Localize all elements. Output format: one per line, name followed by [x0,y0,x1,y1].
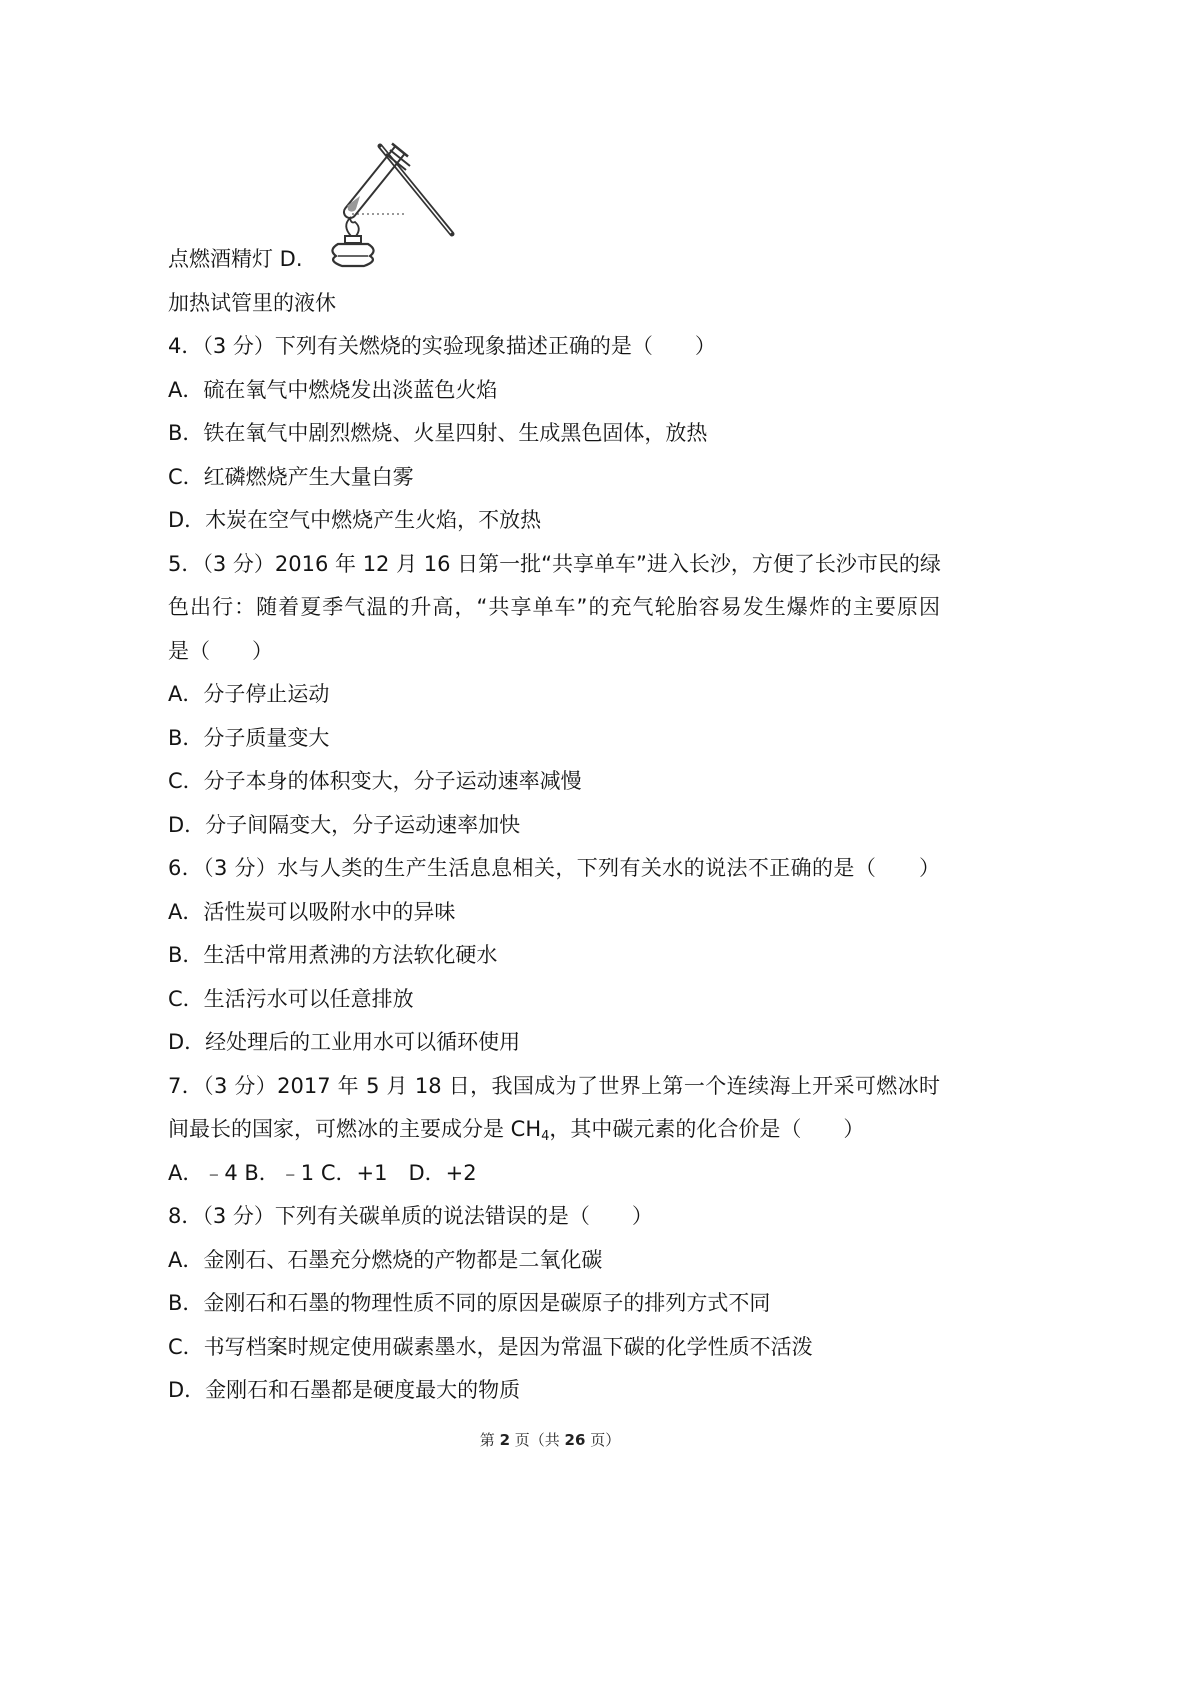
question-8-option-c: C．书写档案时规定使用碳素墨水，是因为常温下碳的化学性质不活泼 [168,1334,813,1359]
question-4-option-a: A．硫在氧气中燃烧发出淡蓝色火焰 [168,377,498,402]
question-7-stem-line-2 [168,1108,968,1152]
question-5-stem-line-3: 是（ ） [168,638,273,663]
figure-label-before: 点燃酒精灯 D. [168,247,303,271]
question-4-option-b: B．铁在氧气中剧烈燃烧、火星四射、生成黑色固体，放热 [168,421,708,445]
formula-subscript: 4 [541,1129,550,1144]
question-7-stem-line-1: 7．（3 分）2017 年 5 月 18 日，我国成为了世界上第一个连续海上开采可燃冰时 [168,1073,940,1098]
question-6-option-b: B．生活中常用煮沸的方法软化硬水 [168,943,498,967]
footer-suffix: 页） [585,1431,621,1449]
footer-page-number: 2 [499,1431,510,1449]
figure-label-after: 加热试管里的液休 [168,290,336,315]
question-6-option-a: A．活性炭可以吸附水中的异味 [168,899,456,924]
footer-prefix: 第 [479,1431,500,1449]
footer-middle: 页（共 [510,1431,565,1449]
question-7-options: A．﹣4 B．﹣1 C．+1 D．+2 [168,1160,477,1185]
question-8-option-d: D．金刚石和石墨都是硬度最大的物质 [168,1378,521,1402]
question-5-option-c: C．分子本身的体积变大，分子运动速率减慢 [168,769,582,793]
question-4-option-c: C．红磷燃烧产生大量白雾 [168,464,414,489]
page-footer [400,1429,700,1450]
question-5-option-a: A．分子停止运动 [168,682,330,706]
question-6-option-d: D．经处理后的工业用水可以循环使用 [168,1030,521,1054]
question-5-stem-line-1: 5．（3 分）2016 年 12 月 16 日第一批“共享单车”进入长沙，方便了长沙市民的绿 [168,551,941,576]
question-4-option-d: D．木炭在空气中燃烧产生火焰，不放热 [168,508,542,532]
question-4-stem: 4．（3 分）下列有关燃烧的实验现象描述正确的是（ ） [168,334,716,358]
question-5-option-d: D．分子间隔变大，分子运动速率加快 [168,812,521,837]
question-8-stem: 8．（3 分）下列有关碳单质的说法错误的是（ ） [168,1204,653,1228]
question-8-option-b: B．金刚石和石墨的物理性质不同的原因是碳原子的排列方式不同 [168,1291,771,1315]
question-5-option-b: B．分子质量变大 [168,725,330,750]
question-5-stem-line-2: 色出行：随着夏季气温的升高，“共享单车”的充气轮胎容易发生爆炸的主要原因 [168,595,940,619]
exam-content [168,238,968,1413]
question-6-option-c: C．生活污水可以任意排放 [168,986,414,1011]
question-7-stem-line-2-after: ，其中碳元素的化合价是（ ） [549,1117,865,1141]
footer-total-pages: 26 [564,1431,586,1449]
question-8-option-a: A．金刚石、石墨充分燃烧的产物都是二氧化碳 [168,1247,603,1272]
question-7-stem-line-2-before: 间最长的国家，可燃冰的主要成分是 CH [168,1117,542,1141]
question-6-stem: 6．（3 分）水与人类的生产生活息息相关，下列有关水的说法不正确的是（ ） [168,856,940,880]
